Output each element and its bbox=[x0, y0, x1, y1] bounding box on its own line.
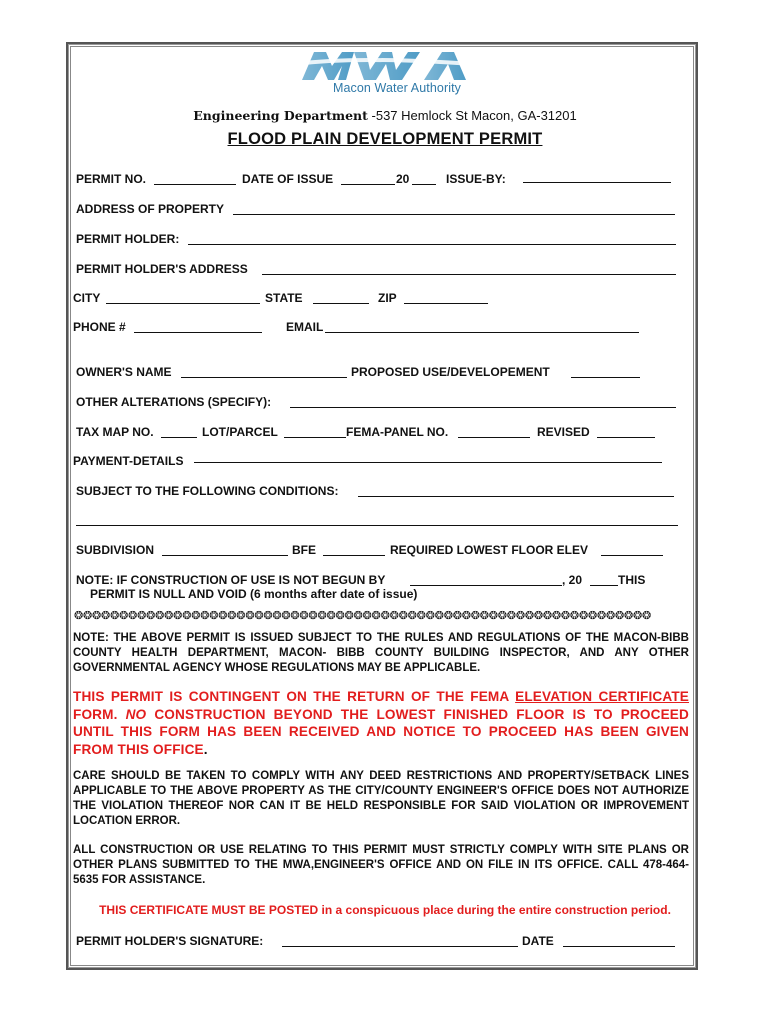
subdivision-field[interactable] bbox=[162, 555, 288, 556]
conditions-field-line2[interactable] bbox=[76, 525, 678, 526]
address-of-property-field[interactable] bbox=[233, 214, 675, 215]
phone-field[interactable] bbox=[134, 332, 262, 333]
contingent-part1: THIS PERMIT IS CONTINGENT ON THE RETURN OF THE FEMA bbox=[73, 689, 516, 704]
note-construction-prefix: NOTE: IF CONSTRUCTION OF USE IS NOT BEGUN BY bbox=[76, 573, 386, 587]
permit-holder-address-label: PERMIT HOLDER'S ADDRESS bbox=[76, 262, 248, 276]
page-title: FLOOD PLAIN DEVELOPMENT PERMIT bbox=[227, 130, 543, 148]
contingent-paragraph bbox=[73, 688, 689, 758]
logo-name: Macon Water Authority bbox=[332, 81, 462, 95]
payment-details-field[interactable] bbox=[194, 462, 662, 463]
conditions-field[interactable] bbox=[358, 496, 674, 497]
construction-compliance-paragraph: ALL CONSTRUCTION OR USE RELATING TO THIS PERMIT MUST STRICTLY COMPLY WITH SITE PLANS OR OTHER PLANS SUBMITTED TO THE MWA,ENGINEER'S OFFICE AND ON FILE IN ITS OFFICE. CALL 478-464-5635 FOR ASSISTANCE. bbox=[73, 844, 689, 886]
other-alterations-label: OTHER ALTERATIONS (SPECIFY): bbox=[76, 395, 272, 409]
owners-name-field[interactable] bbox=[181, 377, 347, 378]
tax-map-no-label: TAX MAP NO. bbox=[76, 425, 154, 439]
subdivision-label: SUBDIVISION bbox=[76, 543, 155, 557]
city-label: CITY bbox=[73, 291, 101, 305]
zip-field[interactable] bbox=[404, 303, 488, 304]
date-of-issue-label: DATE OF ISSUE bbox=[242, 172, 334, 186]
email-field[interactable] bbox=[325, 332, 639, 333]
revised-field[interactable] bbox=[597, 437, 655, 438]
construction-date-field[interactable] bbox=[410, 585, 562, 586]
lowest-floor-field[interactable] bbox=[601, 555, 663, 556]
permit-holder-field[interactable] bbox=[188, 244, 676, 245]
proposed-use-label: PROPOSED USE/DEVELOPEMENT bbox=[351, 365, 550, 379]
construction-year-field[interactable] bbox=[590, 585, 618, 586]
issue-by-field[interactable] bbox=[523, 182, 671, 183]
fema-panel-field[interactable] bbox=[458, 437, 530, 438]
issue-by-label: ISSUE-BY: bbox=[446, 172, 506, 186]
note-rules-paragraph: NOTE: THE ABOVE PERMIT IS ISSUED SUBJECT TO THE RULES AND REGULATIONS OF THE MACON-BIBB COUNTY HEALTH DEPARTMENT, MACON- BIBB COUNTY BUILDING INSPECTOR, AND ANY OTHER GOVERNMENTAL AGENCY WHOSE REGULATIONS MAY BE APPLICABLE. bbox=[73, 632, 689, 674]
symbol-divider: ❂❂❂❂❂❂❂❂❂❂❂❂❂❂❂❂❂❂❂❂❂❂❂❂❂❂❂❂❂❂❂❂❂❂❂❂❂❂❂❂❂❂❂❂❂❂❂❂❂❂❂❂❂❂❂❂❂❂❂❂❂❂❂❂ bbox=[74, 610, 652, 622]
revised-label: REVISED bbox=[537, 425, 590, 439]
proposed-use-field[interactable] bbox=[571, 377, 640, 378]
contingent-part3: CONSTRUCTION BEYOND THE LOWEST FINISHED FLOOR IS TO PROCEED UNTIL THIS FORM HAS BEEN RECEIVED AND NOTICE TO PROCEED HAS BEEN GIVEN FROM THIS OFFICE bbox=[73, 706, 689, 757]
contingent-no-text: NO bbox=[125, 706, 147, 722]
permit-holder-address-field[interactable] bbox=[262, 274, 676, 275]
date-of-issue-field[interactable] bbox=[341, 184, 395, 185]
subject-to-label: SUBJECT TO THE FOLLOWING CONDITIONS: bbox=[76, 484, 339, 498]
posted-notice-part1: THIS CERTIFICATE MUST BE POSTED bbox=[99, 903, 322, 917]
lowest-floor-label: REQUIRED LOWEST FLOOR ELEV bbox=[390, 543, 589, 557]
other-alterations-field[interactable] bbox=[290, 407, 676, 408]
posted-notice-part2: in a conspicuous place during the entire construction period. bbox=[321, 903, 671, 917]
bfe-field[interactable] bbox=[323, 555, 385, 556]
note-construction-suffix: THIS bbox=[618, 573, 646, 587]
permit-no-label: PERMIT NO. bbox=[76, 172, 147, 186]
department-address: -537 Hemlock St Macon, GA-31201 bbox=[367, 108, 577, 123]
contingent-part2: FORM. bbox=[73, 706, 126, 722]
permit-no-field[interactable] bbox=[154, 184, 236, 185]
signature-label: PERMIT HOLDER'S SIGNATURE: bbox=[76, 934, 264, 948]
bfe-label: BFE bbox=[292, 543, 316, 557]
state-field[interactable] bbox=[313, 303, 369, 304]
owners-name-label: OWNER'S NAME bbox=[76, 365, 172, 379]
care-paragraph: CARE SHOULD BE TAKEN TO COMPLY WITH ANY DEED RESTRICTIONS AND PROPERTY/SETBACK LINES APPLICABLE TO THE ABOVE PROPERTY AS THE CITY/COUNTY ENGINEER'S OFFICE DOES NOT AUTHORIZE THE VIOLATION THEREOF NOR CAN IT BE HELD RESPONSIBLE FOR SAID VIOLATION OR IMPROVEMENT LOCATION ERROR. bbox=[73, 770, 689, 827]
phone-label: PHONE # bbox=[73, 320, 126, 334]
posted-notice bbox=[0, 903, 770, 917]
year-field[interactable] bbox=[412, 184, 436, 185]
zip-label: ZIP bbox=[378, 291, 397, 305]
note-construction-year: , 20 bbox=[562, 573, 583, 587]
signature-date-field[interactable] bbox=[563, 946, 675, 947]
signature-field[interactable] bbox=[282, 946, 518, 947]
note-construction-line2: PERMIT IS NULL AND VOID (6 months after date of issue) bbox=[90, 587, 418, 601]
year-prefix-label: 20 bbox=[396, 172, 410, 186]
elevation-certificate-text: ELEVATION CERTIFICATE bbox=[515, 689, 689, 704]
state-label: STATE bbox=[265, 291, 303, 305]
tax-map-no-field[interactable] bbox=[161, 437, 197, 438]
department-name: Engineering Department bbox=[193, 108, 368, 123]
city-field[interactable] bbox=[106, 303, 260, 304]
lot-parcel-field[interactable] bbox=[284, 437, 346, 438]
payment-details-label: PAYMENT-DETAILS bbox=[73, 454, 184, 468]
address-of-property-label: ADDRESS OF PROPERTY bbox=[76, 202, 225, 216]
signature-date-label: DATE bbox=[522, 934, 554, 948]
email-label: EMAIL bbox=[286, 320, 324, 334]
contingent-end: . bbox=[203, 741, 208, 757]
permit-holder-label: PERMIT HOLDER: bbox=[76, 232, 180, 246]
department-line bbox=[0, 108, 770, 123]
lot-parcel-label: LOT/PARCEL bbox=[202, 425, 278, 439]
fema-panel-label: FEMA-PANEL NO. bbox=[346, 425, 449, 439]
